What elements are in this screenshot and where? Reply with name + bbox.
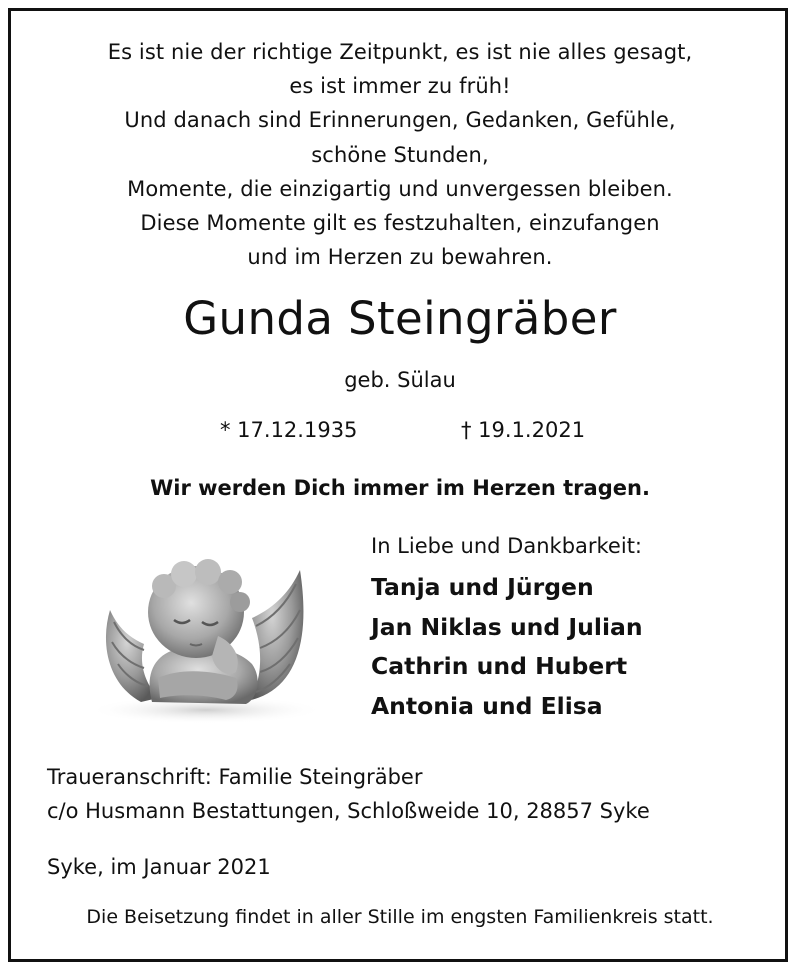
poem-line: und im Herzen zu bewahren. [247, 245, 553, 270]
poem-line: Diese Momente gilt es festzuhalten, einzufangen [140, 211, 660, 236]
mourner-name: Jan Niklas und Julian [371, 612, 643, 641]
address-line: c/o Husmann Bestattungen, Schloßweide 10, 28857 Syke [47, 799, 650, 823]
poem-line: es ist immer zu früh! [289, 74, 511, 99]
motto: Wir werden Dich immer im Herzen tragen. [150, 476, 650, 500]
birth-name: geb. Sülau [344, 368, 456, 392]
death-date: † 19.1.2021 [461, 418, 586, 442]
place-date: Syke, im Januar 2021 [47, 855, 271, 879]
poem-line: schöne Stunden, [311, 142, 489, 167]
poem-line: Und danach sind Erinnerungen, Gedanken, Gefühle, [124, 108, 676, 133]
deceased-name: Gunda Steingräber [183, 292, 617, 345]
mourners-list [371, 568, 643, 726]
angel-figure-icon [86, 552, 326, 727]
mourner-name: Cathrin und Hubert [371, 652, 628, 680]
poem-line: Momente, die einzigartig und unvergessen bleiben. [127, 176, 673, 201]
birth-date: * 17.12.1935 [220, 418, 358, 442]
mourning-address [47, 760, 650, 828]
mourners-intro: In Liebe und Dankbarkeit: [371, 534, 643, 558]
address-line: Traueranschrift: Familie Steingräber [47, 765, 423, 789]
poem-line: Es ist nie der richtige Zeitpunkt, es ist nie alles gesagt, [107, 40, 693, 64]
burial-notice: Die Beisetzung findet in aller Stille im engsten Familienkreis statt. [86, 906, 714, 928]
poem [0, 35, 800, 274]
mourner-name: Tanja und Jürgen [371, 573, 594, 601]
mourner-name: Antonia und Elisa [371, 691, 603, 720]
